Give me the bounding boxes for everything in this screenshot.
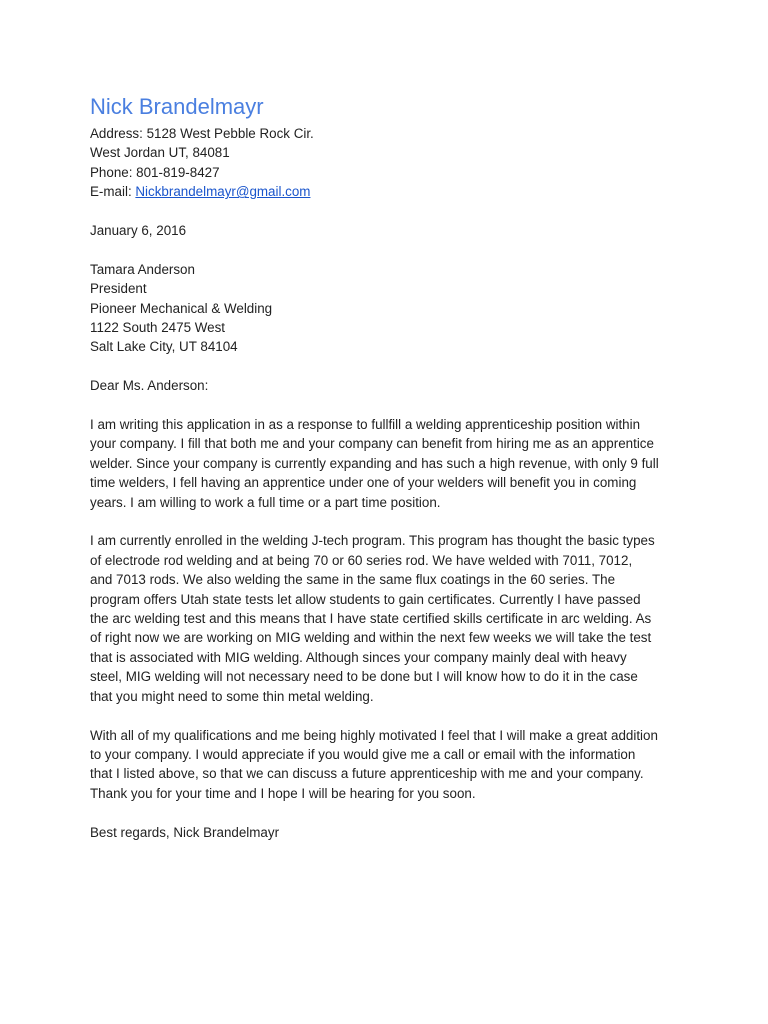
cover-letter <box>90 93 690 842</box>
letter-date: January 6, 2016 <box>90 223 187 239</box>
spacer <box>90 512 690 531</box>
spacer <box>90 803 690 822</box>
paragraph-line: I am writing this application in as a response to fullfill a welding apprenticeship position within <box>90 417 641 433</box>
spacer <box>90 396 690 415</box>
recipient-street: 1122 South 2475 West <box>90 320 225 336</box>
paragraph-line: time welders, I fell having an apprentice under one of your welders will benefit you in coming <box>90 475 637 491</box>
paragraph-line: welder. Since your company is currently expanding and has such a high revenue, with only 9 full <box>90 455 659 471</box>
paragraph-line: of electrode rod welding and at being 70 or 60 series rod. We have welded with 7011, 7012, <box>90 552 633 568</box>
sender-name: Nick Brandelmayr <box>90 94 264 119</box>
paragraph-line: that you might need to some thin metal welding. <box>90 688 374 704</box>
paragraph-line: and 7013 rods. We also welding the same in the same flux coatings in the 60 series. The <box>90 572 616 588</box>
paragraph-line: that I listed above, so that we can discuss a future apprenticeship with me and your company. <box>90 766 644 782</box>
sender-address: Address: 5128 West Pebble Rock Cir. <box>90 126 314 141</box>
paragraph-line: program offers Utah state tests let allow students to gain certificates. Currently I have passed <box>90 591 641 607</box>
sender-email-label: E-mail: <box>90 184 136 200</box>
recipient-company: Pioneer Mechanical & Welding <box>90 300 273 316</box>
recipient-name: Tamara Anderson <box>90 261 195 277</box>
closing-signature: Best regards, Nick Brandelmayr <box>90 824 280 840</box>
sender-email-line <box>90 182 690 201</box>
paragraph-line: your company. I fill that both me and your company can benefit from hiring me as an apprentice <box>90 436 654 452</box>
paragraph-line: the arc welding test and this means that I have state certified skills certificate in arc welding. As <box>90 611 652 627</box>
body-paragraph-2 <box>90 531 690 706</box>
paragraph-line: of right now we are working on MIG welding and within the next few weeks we will take the test <box>90 630 652 646</box>
sender-phone: Phone: 801-819-8427 <box>90 164 220 180</box>
paragraph-line: Thank you for your time and I hope I will be hearing for you soon. <box>90 785 476 801</box>
paragraph-line: steel, MIG welding will not necessary need to be done but I will know how to do it in the case <box>90 669 638 685</box>
body-paragraph-1 <box>90 415 690 512</box>
paragraph-line: years. I am willing to work a full time or a part time position. <box>90 494 441 510</box>
paragraph-line: that is associated with MIG welding. Although sinces your company mainly deal with heavy <box>90 649 627 665</box>
spacer <box>90 706 690 725</box>
salutation: Dear Ms. Anderson: <box>90 378 209 394</box>
spacer <box>90 240 690 259</box>
paragraph-line: to your company. I would appreciate if you would give me a call or email with the information <box>90 746 636 762</box>
sender-city: West Jordan UT, 84081 <box>90 145 230 161</box>
sender-email-link[interactable]: Nickbrandelmayr@gmail.com <box>135 184 311 200</box>
body-paragraph-3 <box>90 726 690 804</box>
paragraph-line: I am currently enrolled in the welding J-tech program. This program has thought the basic types <box>90 533 655 549</box>
recipient-title: President <box>90 281 147 297</box>
recipient-city: Salt Lake City, UT 84104 <box>90 339 238 355</box>
spacer <box>90 357 690 376</box>
spacer <box>90 202 690 221</box>
paragraph-line: With all of my qualifications and me being highly motivated I feel that I will make a great addition <box>90 727 658 743</box>
